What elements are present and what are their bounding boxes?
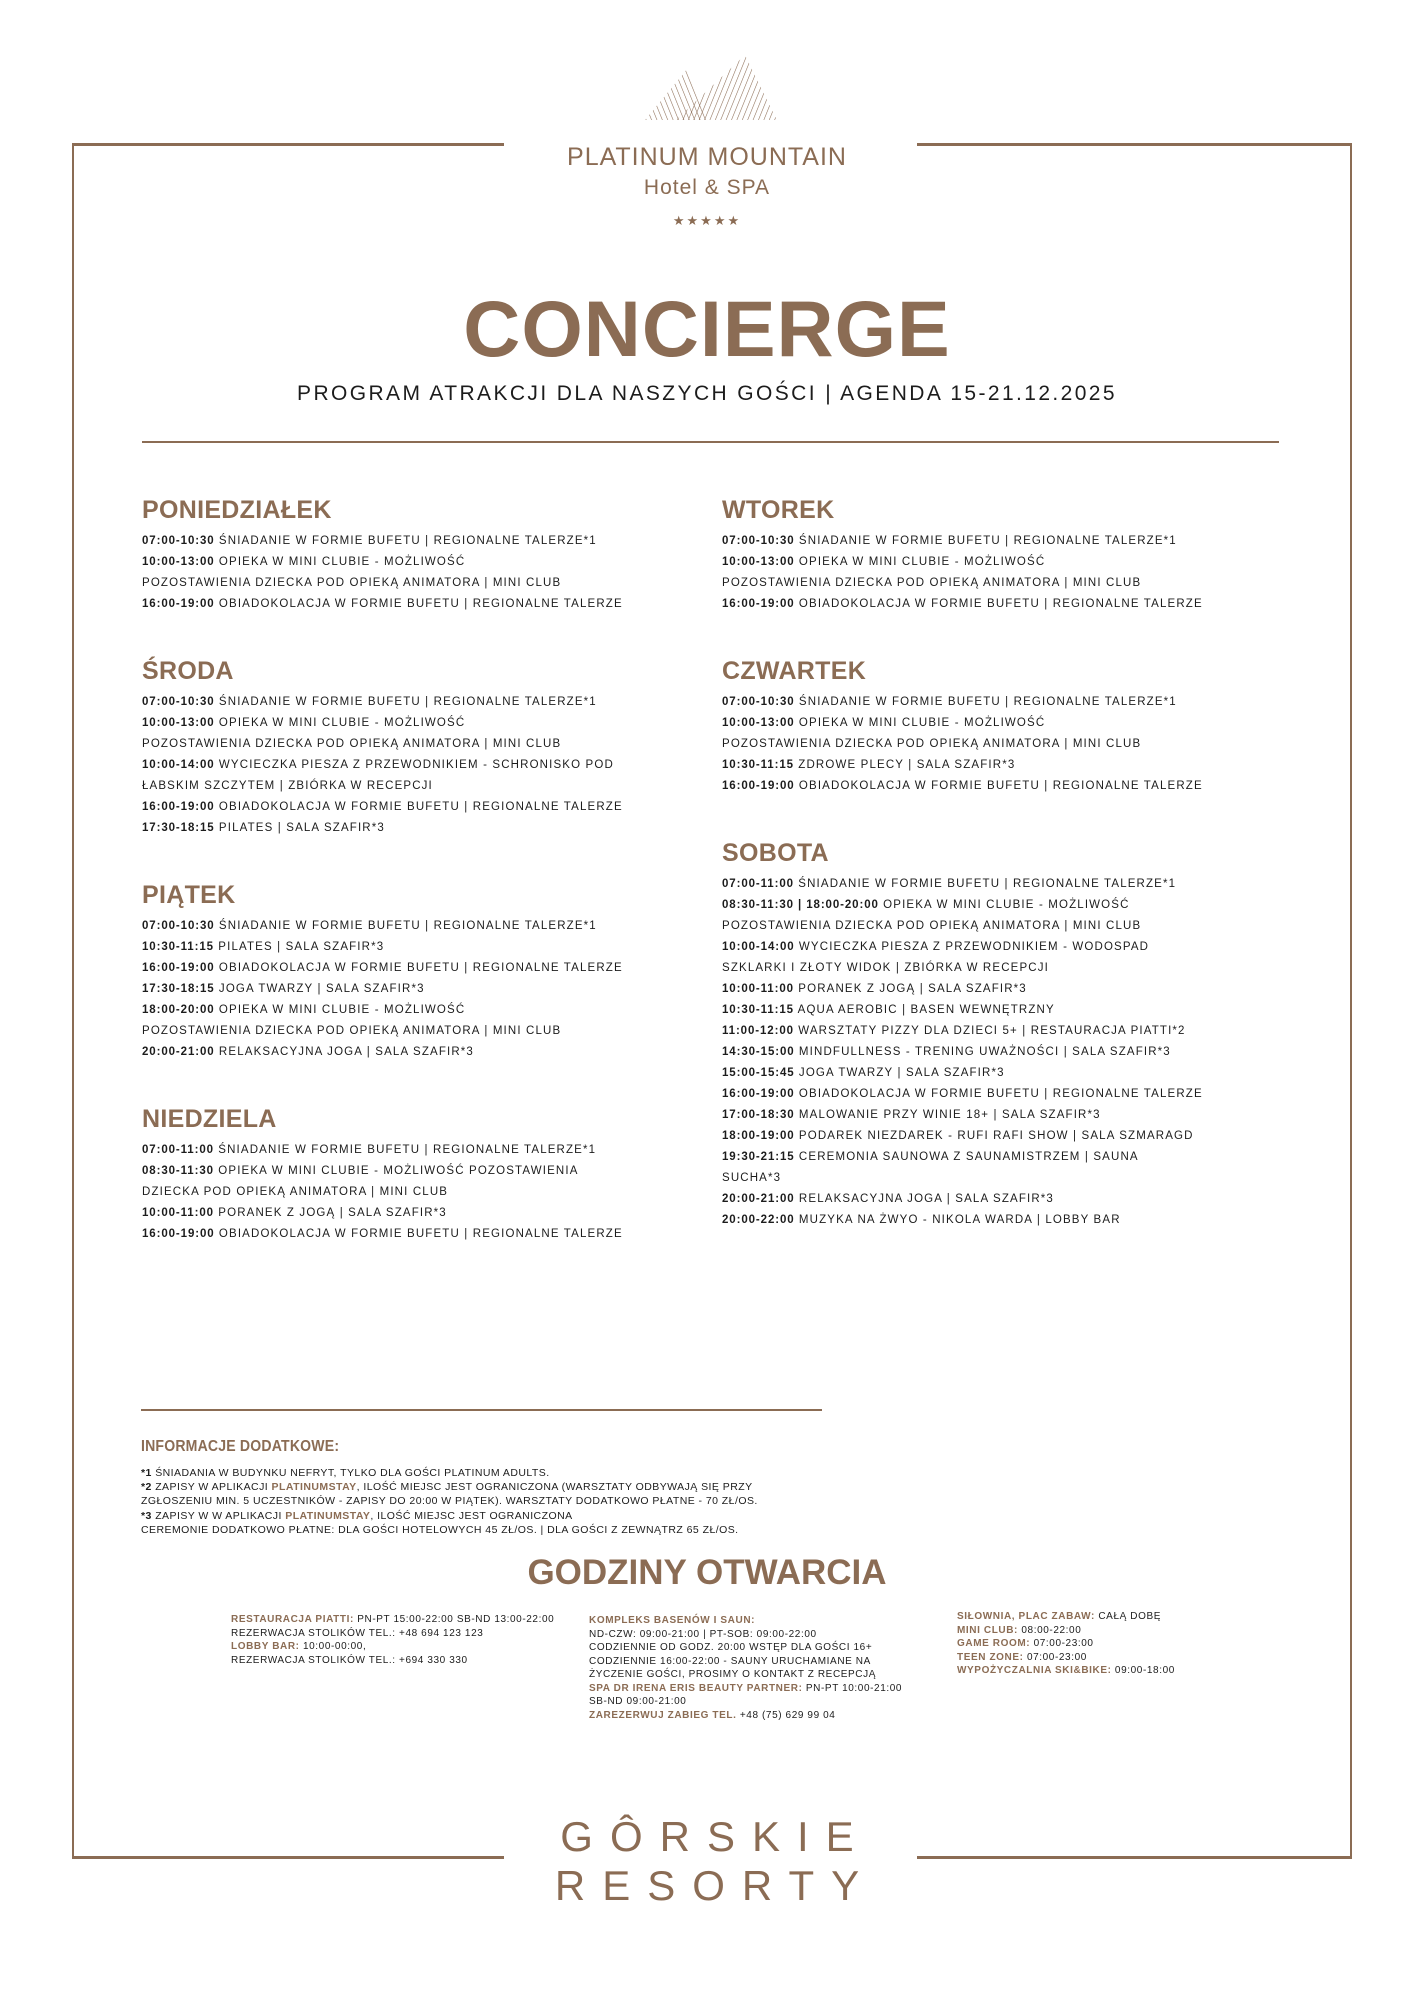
- bold-text: *1: [141, 1467, 152, 1479]
- star-rating: ★★★★★: [672, 213, 742, 228]
- text-segment: CAŁĄ DOBĘ: [1094, 1611, 1161, 1622]
- schedule-entry: [142, 552, 712, 573]
- entry-text: JOGA TWARZY | SALA SZAFIR*3: [798, 1067, 1005, 1079]
- entry-time: 10:00-11:00: [722, 983, 794, 995]
- text-segment: ZAPISY W W APLIKACJI: [151, 1509, 286, 1522]
- text-line: [231, 1654, 554, 1668]
- entry-text: OPIEKA W MINI CLUBIE - MOŻLIWOŚĆ: [218, 1004, 466, 1016]
- brand-subtitle: Hotel & SPA: [643, 176, 771, 199]
- text-line: [141, 1494, 758, 1508]
- entry-time: 10:00-13:00: [722, 717, 795, 729]
- entry-time: 10:30-11:15: [142, 941, 214, 953]
- day-section: [142, 656, 712, 839]
- day-heading: CZWARTEK: [722, 657, 867, 685]
- entry-text: ZDROWE PLECY | SALA SZAFIR*3: [798, 759, 1016, 771]
- entry-time: 07:00-10:30: [142, 535, 215, 547]
- entry-time: 17:00-18:30: [722, 1109, 795, 1121]
- entry-text: OBIADOKOLACJA W FORMIE BUFETU | REGIONALNE TALERZE: [218, 1228, 623, 1240]
- entry-text: OBIADOKOLACJA W FORMIE BUFETU | REGIONALNE TALERZE: [798, 1088, 1203, 1100]
- text-segment: CODZIENNIE OD GODZ. 20:00 WSTĘP DLA GOŚCI 16+: [589, 1642, 873, 1653]
- day-section: [142, 495, 712, 615]
- schedule-entry: [722, 1210, 1292, 1231]
- text-segment: , ILOŚĆ MIEJSC JEST OGRANICZONA: [370, 1509, 573, 1522]
- entry-text: OBIADOKOLACJA W FORMIE BUFETU | REGIONALNE TALERZE: [218, 962, 623, 974]
- schedule-column-right: [722, 495, 1292, 1272]
- entry-time: 17:30-18:15: [142, 822, 215, 834]
- text-line: [141, 1480, 758, 1494]
- entry-text-continued: ŁABSKIM SZCZYTEM | ZBIÓRKA W RECEPCJI: [142, 780, 433, 792]
- schedule-entry: [722, 895, 1292, 916]
- schedule-entry: [722, 1000, 1292, 1021]
- entry-text: OBIADOKOLACJA W FORMIE BUFETU | REGIONALNE TALERZE: [798, 780, 1203, 792]
- entry-text: ŚNIADANIE W FORMIE BUFETU | REGIONALNE TALERZE*1: [798, 878, 1177, 890]
- schedule-entry: [142, 916, 712, 937]
- day-heading: NIEDZIELA: [142, 1105, 277, 1133]
- entry-time: 16:00-19:00: [142, 962, 215, 974]
- entry-text: AQUA AEROBIC | BASEN WEWNĘTRZNY: [797, 1004, 1055, 1016]
- text-line: [957, 1664, 1175, 1678]
- opening-hours-title: GODZINY OTWARCIA: [527, 1553, 887, 1592]
- highlight-text: PLATINUMSTAY: [285, 1509, 371, 1522]
- entry-text: PODAREK NIEZDAREK - RUFI RAFI SHOW | SALA SZMARAGD: [798, 1130, 1194, 1142]
- entry-text: ŚNIADANIE W FORMIE BUFETU | REGIONALNE TALERZE*1: [218, 535, 597, 547]
- highlight-text: WYPOŻYCZALNIA SKI&BIKE:: [957, 1665, 1112, 1676]
- entry-text: MUZYKA NA ŻWYO - NIKOLA WARDA | LOBBY BAR: [798, 1214, 1121, 1226]
- entry-text: OPIEKA W MINI CLUBIE - MOŻLIWOŚĆ: [883, 899, 1130, 911]
- entry-time: 16:00-19:00: [722, 1088, 795, 1100]
- highlight-text: SPA DR IRENA ERIS BEAUTY PARTNER:: [589, 1682, 803, 1694]
- schedule-entry: [722, 1105, 1292, 1126]
- entry-time: 10:00-14:00: [722, 941, 795, 953]
- entry-text: PORANEK Z JOGĄ | SALA SZAFIR*3: [218, 1207, 447, 1219]
- schedule-entry: [142, 937, 712, 958]
- schedule-entry: [722, 1084, 1292, 1105]
- text-segment: +48 (75) 629 99 04: [736, 1709, 836, 1721]
- text-line: [589, 1614, 902, 1628]
- info-divider: [141, 1409, 822, 1411]
- schedule-entry: [722, 552, 1292, 573]
- entry-time: 07:00-10:30: [722, 696, 795, 708]
- schedule-entry: [142, 1000, 712, 1021]
- schedule-entry: [142, 1203, 712, 1224]
- text-line: [957, 1624, 1175, 1638]
- day-heading: WTOREK: [722, 496, 835, 524]
- entry-time: 10:00-14:00: [142, 759, 215, 771]
- entry-text: ŚNIADANIE W FORMIE BUFETU | REGIONALNE TALERZE*1: [218, 696, 597, 708]
- entry-time: 10:00-13:00: [142, 556, 215, 568]
- schedule-entry: [722, 713, 1292, 734]
- entry-time: 16:00-19:00: [142, 1228, 215, 1240]
- text-line: [589, 1709, 902, 1723]
- text-line: [231, 1627, 554, 1641]
- text-line: [589, 1695, 902, 1709]
- text-segment: 08:00-22:00: [1018, 1624, 1082, 1636]
- entry-text: PORANEK Z JOGĄ | SALA SZAFIR*3: [798, 983, 1027, 995]
- entry-time: 10:00-11:00: [142, 1207, 214, 1219]
- day-section: [142, 880, 712, 1063]
- schedule-entry: [142, 594, 712, 615]
- entry-text: WYCIECZKA PIESZA Z PRZEWODNIKIEM - SCHRONISKO POD: [218, 759, 614, 771]
- text-line: [957, 1610, 1175, 1624]
- entry-time: 11:00-12:00: [722, 1025, 794, 1037]
- entry-time: 20:00-21:00: [142, 1046, 215, 1058]
- entry-text: RELAKSACYJNA JOGA | SALA SZAFIR*3: [798, 1193, 1054, 1205]
- schedule-entry: [722, 755, 1292, 776]
- entry-text-continued: SZKLARKI I ZŁOTY WIDOK | ZBIÓRKA W RECEPCJI: [722, 962, 1049, 974]
- text-line: [141, 1509, 758, 1523]
- schedule-entry: [142, 692, 712, 713]
- day-heading: ŚRODA: [142, 657, 234, 685]
- bold-text: *2: [141, 1481, 152, 1494]
- entry-text: ŚNIADANIE W FORMIE BUFETU | REGIONALNE TALERZE*1: [798, 696, 1177, 708]
- text-segment: , ILOŚĆ MIEJSC JEST OGRANICZONA (WARSZTATY ODBYWAJĄ SIĘ PRZY: [356, 1481, 753, 1494]
- text-line: [957, 1637, 1175, 1651]
- entry-time: 10:00-13:00: [142, 717, 215, 729]
- entry-time: 15:00-15:45: [722, 1067, 795, 1079]
- hours-column-1: [231, 1613, 554, 1667]
- footer-logo-line1: GÔRSKIE: [560, 1813, 871, 1860]
- entry-text: WYCIECZKA PIESZA Z PRZEWODNIKIEM - WODOSPAD: [798, 941, 1150, 953]
- entry-time: 07:00-10:30: [722, 535, 795, 547]
- footer-logo-line2: RESORTY: [554, 1862, 877, 1909]
- schedule-entry: [142, 531, 712, 552]
- entry-text: OBIADOKOLACJA W FORMIE BUFETU | REGIONALNE TALERZE: [218, 598, 623, 610]
- schedule-entry: [722, 1042, 1292, 1063]
- schedule-entry: [722, 1126, 1292, 1147]
- entry-text-continued: POZOSTAWIENIA DZIECKA POD OPIEKĄ ANIMATORA | MINI CLUB: [142, 577, 562, 589]
- entry-time: 07:00-10:30: [142, 920, 215, 932]
- entry-text: RELAKSACYJNA JOGA | SALA SZAFIR*3: [218, 1046, 474, 1058]
- text-segment: CEREMONIE DODATKOWO PŁATNE: DLA GOŚCI HOTELOWYCH 45 ZŁ/OS. | DLA GOŚCI Z ZEWNĄTRZ 65 ZŁ/OS.: [141, 1523, 739, 1536]
- entry-time: 10:30-11:15: [722, 1004, 794, 1016]
- highlight-text: MINI CLUB:: [957, 1624, 1018, 1636]
- entry-time: 20:00-22:00: [722, 1214, 795, 1226]
- entry-time: 20:00-21:00: [722, 1193, 795, 1205]
- schedule-entry: [722, 594, 1292, 615]
- text-segment: 07:00-23:00: [1023, 1651, 1087, 1663]
- mountain-logo-icon: [640, 52, 782, 122]
- entry-text: WARSZTATY PIZZY DLA DZIECI 5+ | RESTAURACJA PIATTI*2: [798, 1025, 1186, 1037]
- text-line: [589, 1655, 902, 1669]
- schedule-entry: [722, 937, 1292, 958]
- entry-text: CEREMONIA SAUNOWA Z SAUNAMISTRZEM | SAUNA: [798, 1151, 1139, 1163]
- text-line: [589, 1682, 902, 1696]
- entry-time: 18:00-20:00: [142, 1004, 215, 1016]
- entry-time: 18:00-19:00: [722, 1130, 795, 1142]
- header-divider: [142, 441, 1279, 443]
- entry-text-continued: SUCHA*3: [722, 1172, 782, 1184]
- entry-text: OBIADOKOLACJA W FORMIE BUFETU | REGIONALNE TALERZE: [218, 801, 623, 813]
- highlight-text: TEEN ZONE:: [957, 1651, 1024, 1663]
- hours-column-2: [589, 1614, 902, 1722]
- text-line: [957, 1651, 1175, 1665]
- entry-time: 08:30-11:30: [142, 1165, 214, 1177]
- text-line: [589, 1641, 902, 1655]
- text-line: [141, 1466, 758, 1480]
- text-segment: REZERWACJA STOLIKÓW TEL.: +694 330 330: [231, 1654, 468, 1666]
- entry-time: 19:30-21:15: [722, 1151, 795, 1163]
- page-title: CONCIERGE: [463, 284, 951, 373]
- highlight-text: LOBBY BAR:: [231, 1641, 300, 1652]
- entry-time: 16:00-19:00: [722, 598, 795, 610]
- entry-text: OPIEKA W MINI CLUBIE - MOŻLIWOŚĆ: [798, 556, 1046, 568]
- entry-text: MINDFULLNESS - TRENING UWAŻNOŚCI | SALA SZAFIR*3: [798, 1046, 1171, 1058]
- entry-time: 16:00-19:00: [142, 801, 215, 813]
- schedule-entry: [722, 1063, 1292, 1084]
- text-line: [141, 1523, 758, 1537]
- schedule-entry: [722, 776, 1292, 797]
- text-segment: ŻYCZENIE GOŚCI, PROSIMY O KONTAKT Z RECEPCJĄ: [589, 1669, 876, 1680]
- entry-text: ŚNIADANIE W FORMIE BUFETU | REGIONALNE TALERZE*1: [218, 1144, 597, 1156]
- schedule-entry: [722, 1021, 1292, 1042]
- entry-text: ŚNIADANIE W FORMIE BUFETU | REGIONALNE TALERZE*1: [218, 920, 597, 932]
- day-heading: PONIEDZIAŁEK: [142, 496, 332, 524]
- entry-text: ŚNIADANIE W FORMIE BUFETU | REGIONALNE TALERZE*1: [798, 535, 1177, 547]
- day-heading: PIĄTEK: [142, 881, 236, 909]
- entry-text: OPIEKA W MINI CLUBIE - MOŻLIWOŚĆ: [218, 556, 466, 568]
- schedule-entry: [722, 1147, 1292, 1168]
- text-segment: ZAPISY W APLIKACJI: [151, 1481, 272, 1494]
- entry-time: 07:00-10:30: [142, 696, 215, 708]
- entry-time: 10:00-13:00: [722, 556, 795, 568]
- schedule-entry: [142, 818, 712, 839]
- entry-time: 17:30-18:15: [142, 983, 215, 995]
- text-segment: 07:00-23:00: [1030, 1638, 1094, 1649]
- schedule-entry: [722, 1189, 1292, 1210]
- text-segment: PN-PT 15:00-22:00 SB-ND 13:00-22:00: [353, 1614, 555, 1625]
- schedule-entry: [722, 531, 1292, 552]
- entry-text-continued: POZOSTAWIENIA DZIECKA POD OPIEKĄ ANIMATORA | MINI CLUB: [142, 738, 562, 750]
- schedule-entry: [142, 797, 712, 818]
- entry-text: MALOWANIE PRZY WINIE 18+ | SALA SZAFIR*3: [798, 1109, 1101, 1121]
- highlight-text: ZAREZERWUJ ZABIEG TEL.: [589, 1709, 737, 1721]
- schedule-entry: [142, 979, 712, 1000]
- highlight-text: PLATINUMSTAY: [271, 1481, 357, 1494]
- text-line: [231, 1640, 554, 1654]
- text-segment: ŚNIADANIA W BUDYNKU NEFRYT, TYLKO DLA GOŚCI PLATINUM ADULTS.: [151, 1467, 550, 1479]
- schedule-entry: [722, 692, 1292, 713]
- entry-text-continued: POZOSTAWIENIA DZIECKA POD OPIEKĄ ANIMATORA | MINI CLUB: [722, 920, 1142, 932]
- entry-time: 14:30-15:00: [722, 1046, 795, 1058]
- highlight-text: RESTAURACJA PIATTI:: [231, 1614, 354, 1625]
- schedule-entry: [142, 713, 712, 734]
- text-segment: ND-CZW: 09:00-21:00 | PT-SOB: 09:00-22:00: [589, 1628, 817, 1640]
- schedule-entry: [142, 1140, 712, 1161]
- schedule-entry: [722, 874, 1292, 895]
- text-line: [231, 1613, 554, 1627]
- schedule-entry: [142, 755, 712, 776]
- highlight-text: KOMPLEKS BASENÓW I SAUN:: [589, 1615, 756, 1626]
- entry-text: JOGA TWARZY | SALA SZAFIR*3: [218, 983, 425, 995]
- entry-text: OPIEKA W MINI CLUBIE - MOŻLIWOŚĆ: [798, 717, 1046, 729]
- schedule-column-left: [142, 495, 712, 1286]
- highlight-text: GAME ROOM:: [957, 1638, 1031, 1649]
- highlight-text: SIŁOWNIA, PLAC ZABAW:: [957, 1611, 1095, 1622]
- bold-text: *3: [141, 1509, 152, 1522]
- text-segment: 10:00-00:00,: [299, 1641, 367, 1652]
- entry-time: 10:30-11:15: [722, 759, 794, 771]
- day-section: [722, 495, 1292, 615]
- text-segment: SB-ND 09:00-21:00: [589, 1696, 687, 1707]
- entry-text: OPIEKA W MINI CLUBIE - MOŻLIWOŚĆ POZOSTAWIENIA: [218, 1165, 579, 1177]
- day-section: [722, 656, 1292, 797]
- hours-column-3: [957, 1610, 1175, 1678]
- page-subtitle: PROGRAM ATRAKCJI DLA NASZYCH GOŚCI | AGENDA 15-21.12.2025: [297, 382, 1117, 405]
- entry-time: 07:00-11:00: [142, 1144, 214, 1156]
- text-line: [589, 1628, 902, 1642]
- day-section: [722, 838, 1292, 1231]
- entry-text-continued: POZOSTAWIENIA DZIECKA POD OPIEKĄ ANIMATORA | MINI CLUB: [142, 1025, 562, 1037]
- schedule-entry: [142, 1161, 712, 1182]
- schedule-entry: [142, 1042, 712, 1063]
- entry-time: 16:00-19:00: [142, 598, 215, 610]
- entry-text: PILATES | SALA SZAFIR*3: [218, 941, 385, 953]
- text-segment: PN-PT 10:00-21:00: [802, 1682, 903, 1694]
- entry-text: OBIADOKOLACJA W FORMIE BUFETU | REGIONALNE TALERZE: [798, 598, 1203, 610]
- schedule-entry: [142, 958, 712, 979]
- entry-text: OPIEKA W MINI CLUBIE - MOŻLIWOŚĆ: [218, 717, 466, 729]
- text-segment: ZGŁOSZENIU MIN. 5 UCZESTNIKÓW - ZAPISY DO 20:00 W PIĄTEK). WARSZTATY DODATKOWO PŁATNE - 70 ZŁ/OS.: [141, 1495, 758, 1508]
- day-section: [142, 1104, 712, 1245]
- schedule-entry: [142, 1224, 712, 1245]
- info-heading: INFORMACJE DODATKOWE:: [141, 1438, 340, 1455]
- text-line: [589, 1668, 902, 1682]
- entry-text-continued: POZOSTAWIENIA DZIECKA POD OPIEKĄ ANIMATORA | MINI CLUB: [722, 577, 1142, 589]
- text-segment: 09:00-18:00: [1111, 1665, 1175, 1676]
- entry-text-continued: DZIECKA POD OPIEKĄ ANIMATORA | MINI CLUB: [142, 1186, 449, 1198]
- day-heading: SOBOTA: [722, 839, 829, 867]
- entry-time: 08:30-11:30 | 18:00-20:00: [722, 899, 879, 911]
- entry-time: 07:00-11:00: [722, 878, 794, 890]
- text-segment: REZERWACJA STOLIKÓW TEL.: +48 694 123 123: [231, 1627, 484, 1639]
- schedule-entry: [722, 979, 1292, 1000]
- entry-text: PILATES | SALA SZAFIR*3: [218, 822, 385, 834]
- entry-text-continued: POZOSTAWIENIA DZIECKA POD OPIEKĄ ANIMATORA | MINI CLUB: [722, 738, 1142, 750]
- text-segment: CODZIENNIE 16:00-22:00 - SAUNY URUCHAMIANE NA: [589, 1655, 871, 1667]
- entry-time: 16:00-19:00: [722, 780, 795, 792]
- footnotes: [141, 1466, 758, 1537]
- brand-name: PLATINUM MOUNTAIN: [567, 143, 847, 171]
